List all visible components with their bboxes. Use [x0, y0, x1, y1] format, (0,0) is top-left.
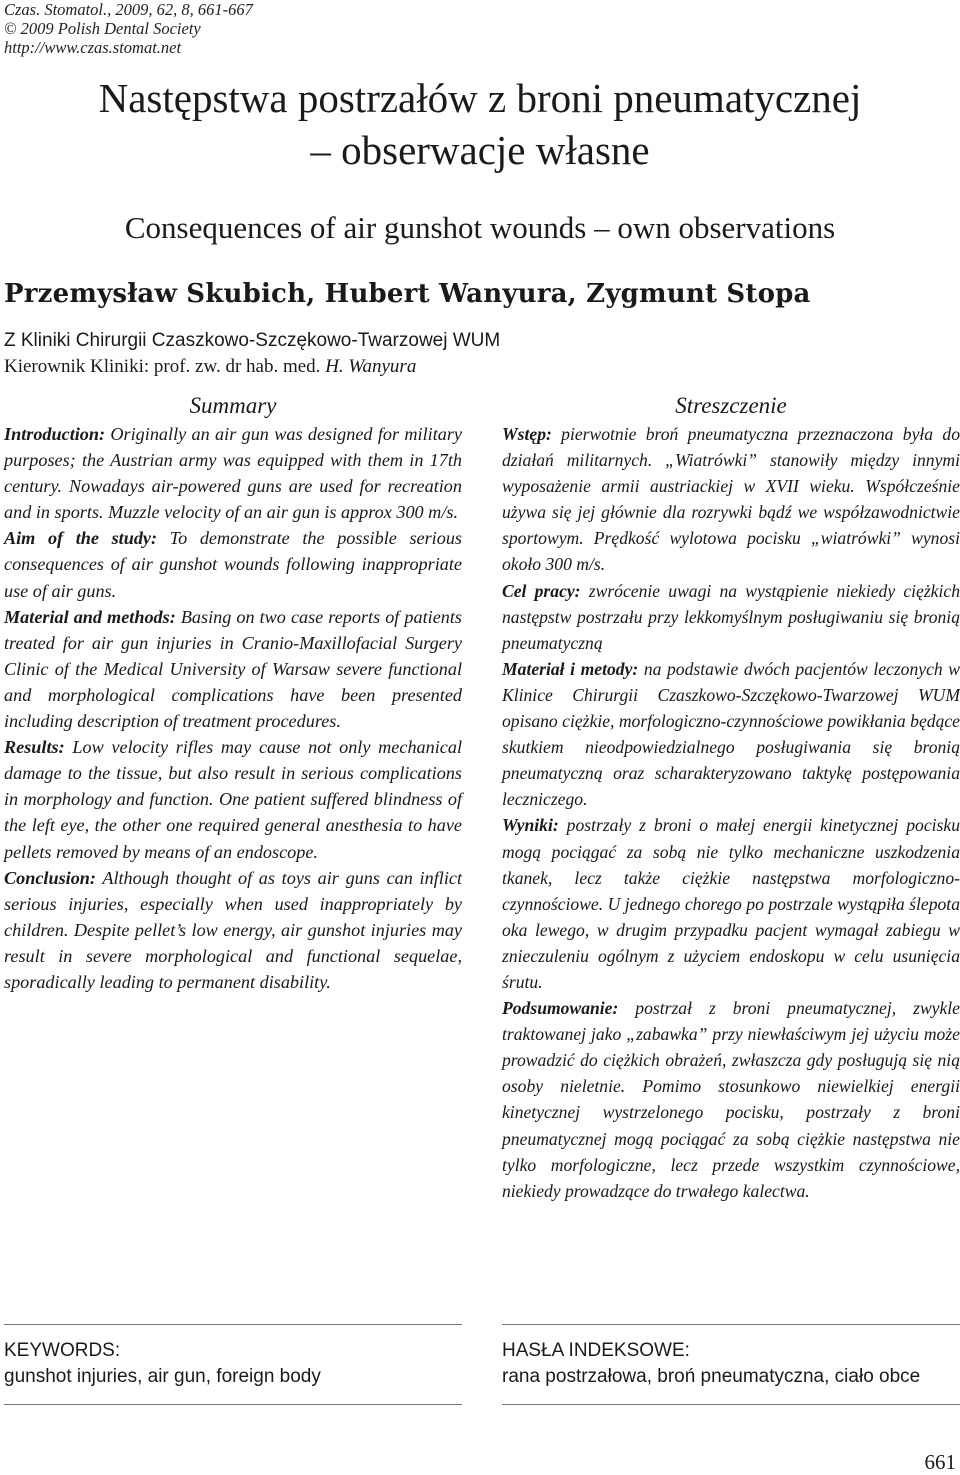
streszczenie-cel: [502, 578, 960, 656]
hasla-label: HASŁA INDEKSOWE:: [502, 1340, 690, 1361]
affiliation: Z Kliniki Chirurgii Czaszkowo-Szczękowo-Twarzowej WUM: [4, 330, 501, 351]
section-text: Low velocity rifles may cause not only mechanical damage to the tissue, but also result in serious complications in morphology and function. One patient suffered blindness of the left eye, the other one required general anesthesia to have pellets removed by means of an endoscope.: [4, 737, 462, 862]
section-label: Conclusion:: [4, 867, 96, 888]
streszczenie-podsumowanie: [502, 995, 960, 1204]
summary-column: [4, 392, 462, 995]
page-number: 661: [924, 1450, 956, 1474]
streszczenie-wstep: [502, 421, 960, 578]
section-text: To demonstrate the possible serious consequences of air gunshot wounds following inappropriate use of air guns.: [4, 528, 462, 601]
hasla-block: [502, 1324, 960, 1405]
section-label: Results:: [4, 737, 65, 758]
streszczenie-body: [502, 421, 960, 1204]
streszczenie-heading: Streszczenie: [675, 393, 787, 418]
section-label: Materiał i metody:: [502, 658, 639, 679]
keywords-block: [4, 1324, 462, 1405]
title-polish-line-1: Następstwa postrzałów z broni pneumatycznej: [98, 75, 862, 121]
summary-body: [4, 421, 462, 995]
journal-url: http://www.czas.stomat.net: [4, 38, 182, 57]
section-label: Aim of the study:: [4, 528, 158, 549]
section-text: zwrócenie uwagi na wystąpienie niekiedy ciężkich następstw postrzału przy lekkomyślnym posługiwaniu się bronią pneumatyczną: [502, 580, 960, 653]
keywords-bottom-rule: [4, 1404, 462, 1405]
streszczenie-column: [502, 392, 960, 1204]
copyright-line: © 2009 Polish Dental Society: [4, 19, 201, 38]
summary-aim: [4, 525, 462, 603]
summary-conclusion: [4, 865, 462, 995]
title-polish-line-2: – obserwacje własne: [310, 127, 650, 173]
hasla-bottom-rule: [502, 1404, 960, 1405]
keywords-text: gunshot injuries, air gun, foreign body: [4, 1366, 321, 1387]
title-english: Consequences of air gunshot wounds – own observations: [124, 210, 836, 245]
keywords-label: KEYWORDS:: [4, 1340, 121, 1361]
clinic-director: [4, 354, 416, 379]
hasla-top-rule: [502, 1324, 960, 1325]
summary-results: [4, 734, 462, 864]
citation-block: [4, 0, 253, 57]
summary-heading: Summary: [189, 393, 277, 418]
journal-citation: Czas. Stomatol., 2009, 62, 8, 661-667: [4, 0, 253, 19]
section-text: na podstawie dwóch pacjentów leczonych w Klinice Chirurgii Czaszkowo-Szczękowo-Twarzowej WUM opisano ciężkie, morfologiczno-czynnościowe powikłania będące skutkiem nieodpowiedzialnego posługiwania się bronią pneumatyczną oraz scharakteryzowano taktykę postępowania leczniczego.: [502, 658, 960, 810]
section-text: postrzały z broni o małej energii kinetycznej pocisku mogą pociągać za sobą nie tylko mechaniczne uszkodzenia tkanek, lecz także ciężkie następstwa morfologiczno-czynnościowe. U jednego chorego po postrzale wystąpiła ślepota oka lewego, w drugim przypadku pacjent wymagał zabiegu w znieczuleniu ogólnym z użyciem endoskopu w celu usunięcia śrutu.: [502, 815, 960, 992]
section-text: Although thought of as toys air guns can inflict serious injuries, especially when used inappropriately by children. Despite pellet’s low energy, air gunshot injuries may result in severe morphological and functional sequelae, sporadically leading to permanent disability.: [4, 867, 462, 992]
section-text: pierwotnie broń pneumatyczna przeznaczona była do działań militarnych. „Wiatrówki” stanowiły między innymi wyposażenie armii austriackiej w XVII wieku. Współcześnie używa się jej głównie dla rozrywki bądź we współzawodnictwie sportowym. Prędkość wylotowa pocisku „wiatrówki” wynosi około 300 m/s.: [502, 424, 960, 575]
authors: Przemysław Skubich, Hubert Wanyura, Zygmunt Stopa: [4, 279, 811, 309]
section-label: Material and methods:: [4, 606, 176, 627]
streszczenie-wyniki: [502, 812, 960, 995]
keywords-top-rule: [4, 1324, 462, 1325]
section-label: Cel pracy:: [502, 580, 581, 601]
summary-introduction: [4, 421, 462, 525]
director-name: H. Wanyura: [325, 356, 417, 377]
section-text: Originally an air gun was designed for military purposes; the Austrian army was equipped with them in 17th century. Nowadays air-powered guns are used for recreation and in sports. Muzzle velocity of an air gun is approx 300 m/s.: [4, 424, 462, 523]
hasla-text: rana postrzałowa, broń pneumatyczna, ciało obce: [502, 1366, 921, 1387]
section-label: Wyniki:: [502, 815, 559, 836]
director-prefix: Kierownik Kliniki: prof. zw. dr hab. med.: [4, 356, 326, 377]
section-label: Podsumowanie:: [502, 998, 619, 1019]
title-polish: [0, 72, 960, 176]
streszczenie-metody: [502, 656, 960, 813]
section-text: Basing on two case reports of patients treated for air gun injuries in Cranio-Maxillofacial Surgery Clinic of the Medical University of Warsaw severe functional and morphological complications have been presented including description of treatment procedures.: [4, 606, 462, 732]
summary-methods: [4, 604, 462, 734]
section-label: Introduction:: [4, 424, 106, 444]
section-label: Wstęp:: [502, 424, 552, 444]
section-text: postrzał z broni pneumatycznej, zwykle traktowanej jako „zabawka” przy niewłaściwym jej użyciu może prowadzić do ciężkich obrażeń, zwłaszcza gdy posługują się nią osoby nieletnie. Pomimo stosunkowo niewielkiej energii kinetycznej wystrzelonego pocisku, postrzały z broni pneumatycznej mogą pociągać za sobą ciężkie następstwa nie tylko morfologiczne, lecz przede wszystkim czynnościowe, niekiedy prowadzące do trwałego kalectwa.: [502, 998, 960, 1201]
